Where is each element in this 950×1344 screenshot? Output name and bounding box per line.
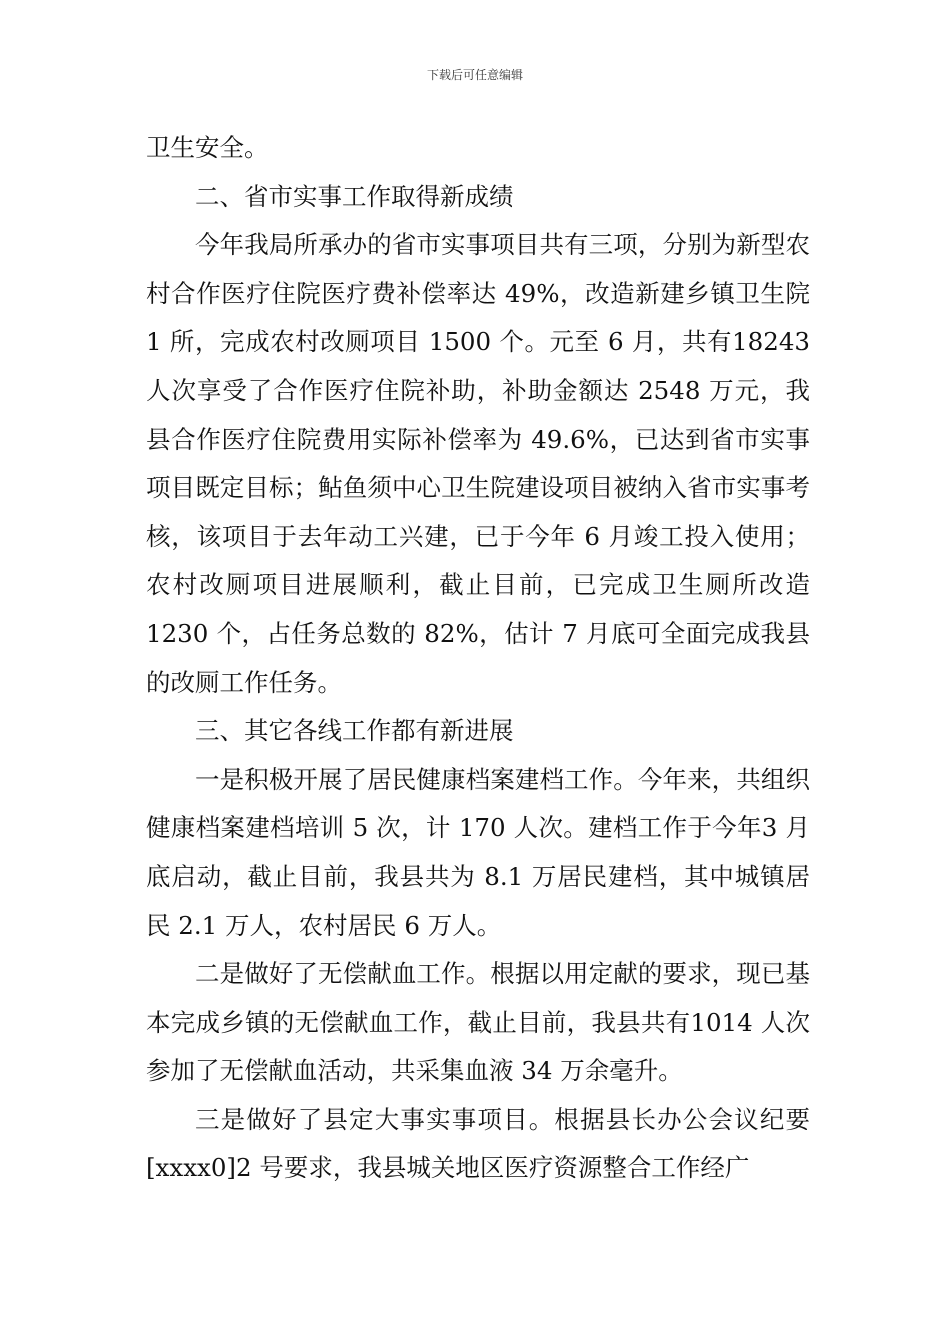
paragraph-blood-donation: 二是做好了无偿献血工作。根据以用定献的要求，现已基本完成乡镇的无偿献血工作，截止目前，我县共有1014 人次参加了无偿献血活动，共采集血液 34 万余毫升。 [146, 959, 810, 1086]
paragraph-county-projects: 三是做好了县定大事实事项目。根据县长办公会议纪要[xxxx0]2 号要求，我县城关地区医疗资源整合工作经广 [146, 1104, 810, 1183]
page-header-note: 下载后可任意编辑 [426, 68, 523, 82]
section-heading-2: 二、省市实事工作取得新成绩 [195, 181, 514, 211]
document-body [146, 124, 810, 1193]
paragraph-projects: 今年我局所承办的省市实事项目共有三项，分别为新型农村合作医疗住院医疗费补偿率达 49%，改造新建乡镇卫生院 1 所，完成农村改厕项目 1500 个。元至 6 月，共有18243 人次享受了合作医疗住院补助，补助金额达 2548 万元，我县合作医疗住院费用实际补偿率为 49.6%，已达到省市实事项目既定目标；鲇鱼须中心卫生院建设项目被纳入省市实事考核，该项目于去年动工兴建，已于今年 6 月竣工投入使用；农村改厕项目进展顺利，截止目前，已完成卫生厕所改造 1230 个，占任务总数的 82%，估计 7 月底可全面完成我县的改厕工作任务。 [146, 230, 810, 697]
section-heading-3: 三、其它各线工作都有新进展 [195, 716, 514, 746]
paragraph-health-records: 一是积极开展了居民健康档案建档工作。今年来，共组织健康档案建档培训 5 次，计 170 人次。建档工作于今年3 月底启动，截止目前，我县共为 8.1 万居民建档，其中城镇居民 2.1 万人，农村居民 6 万人。 [146, 764, 810, 940]
paragraph-continuation: 卫生安全。 [146, 133, 269, 162]
